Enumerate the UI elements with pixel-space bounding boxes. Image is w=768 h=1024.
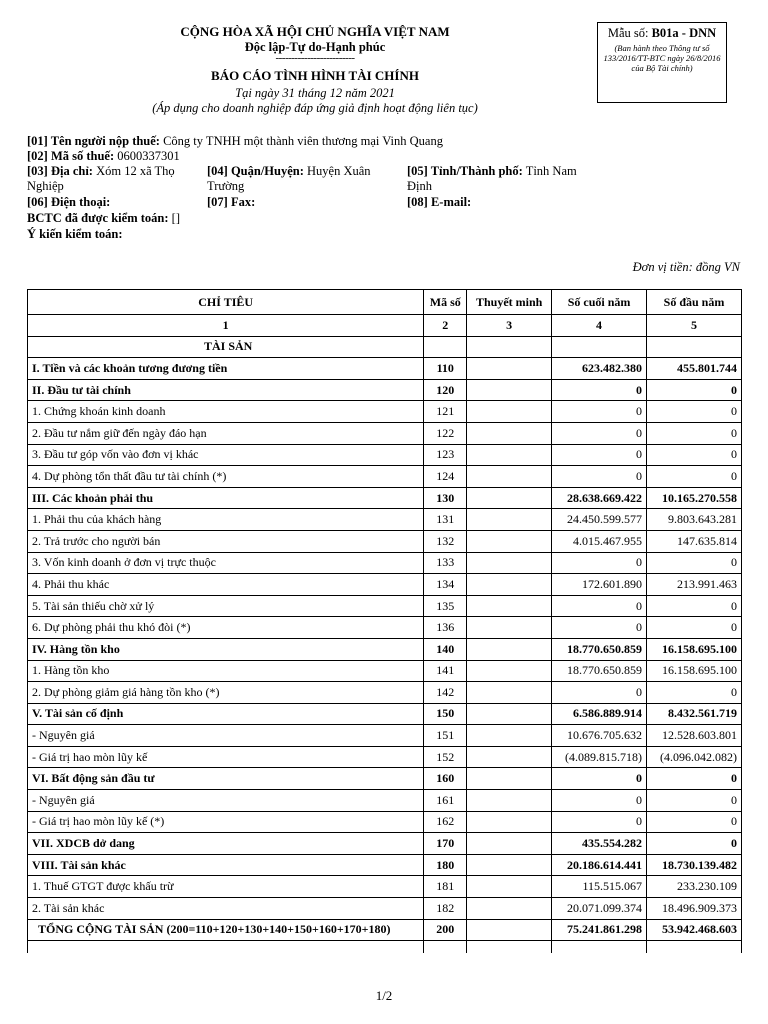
row-item: - Giá trị hao mòn lũy kế	[28, 746, 424, 768]
form-code-label: Mẫu số:	[607, 26, 652, 40]
phone-label: [06] Điện thoại:	[27, 195, 111, 209]
row-note	[467, 530, 552, 552]
fax-label: [07] Fax:	[207, 195, 256, 209]
row-item: IV. Hàng tồn kho	[28, 638, 424, 660]
table-row-182	[28, 898, 742, 920]
table-row-160	[28, 768, 742, 790]
table-row-132	[28, 530, 742, 552]
row-item: - Giá trị hao mòn lũy kế (*)	[28, 811, 424, 833]
motto: Độc lập-Tự do-Hạnh phúc	[244, 40, 386, 54]
row-end-value: 18.770.650.859	[552, 638, 647, 660]
row-end-value: 0	[552, 466, 647, 488]
row-code: 160	[424, 768, 467, 790]
row-end-value: 24.450.599.577	[552, 509, 647, 531]
row-start-value: 12.528.603.801	[647, 725, 742, 747]
table-row-150	[28, 703, 742, 725]
row-item: 1. Thuế GTGT được khấu trừ	[28, 876, 424, 898]
row-item: 2. Tài sản khác	[28, 898, 424, 920]
row-start-value: 0	[647, 444, 742, 466]
row-end-value: 0	[552, 595, 647, 617]
row-code: 132	[424, 530, 467, 552]
row-end-value: (4.089.815.718)	[552, 746, 647, 768]
row-item: I. Tiền và các khoản tương đương tiền	[28, 358, 424, 380]
row-item: 1. Chứng khoán kinh doanh	[28, 401, 424, 423]
row-note	[467, 682, 552, 704]
currency-unit: Đơn vị tiền: đồng VN	[632, 260, 740, 274]
empty-cell	[552, 336, 647, 358]
row-start-value: 18.730.139.482	[647, 854, 742, 876]
report-title: BÁO CÁO TÌNH HÌNH TÀI CHÍNH	[211, 68, 419, 83]
page-number: 1/2	[375, 988, 393, 1003]
row-start-value: 0	[647, 682, 742, 704]
row-note	[467, 379, 552, 401]
total-row	[28, 919, 742, 941]
row-end-value: 18.770.650.859	[552, 660, 647, 682]
row-start-value: 213.991.463	[647, 574, 742, 596]
row-end-value: 10.676.705.632	[552, 725, 647, 747]
row-item: III. Các khoản phải thu	[28, 487, 424, 509]
total-code: 200	[424, 919, 467, 941]
fax-field	[207, 195, 255, 210]
table-row-136	[28, 617, 742, 639]
row-code: 136	[424, 617, 467, 639]
row-item: VII. XDCB dở dang	[28, 833, 424, 855]
row-note	[467, 358, 552, 380]
email-label: [08] E-mail:	[407, 195, 472, 209]
empty-cell	[647, 336, 742, 358]
table-row-151	[28, 725, 742, 747]
row-start-value: 0	[647, 833, 742, 855]
row-note	[467, 444, 552, 466]
row-start-value: 16.158.695.100	[647, 638, 742, 660]
form-code	[598, 26, 726, 41]
row-code: 151	[424, 725, 467, 747]
table-row-181	[28, 876, 742, 898]
report-date: Tại ngày 31 tháng 12 năm 2021	[235, 86, 395, 100]
row-start-value: 8.432.561.719	[647, 703, 742, 725]
header-item: CHỈ TIÊU	[28, 290, 424, 315]
table-row-120	[28, 379, 742, 401]
row-item: 4. Phải thu khác	[28, 574, 424, 596]
row-code: 133	[424, 552, 467, 574]
row-end-value: 0	[552, 444, 647, 466]
row-end-value: 0	[552, 682, 647, 704]
row-item: V. Tài sản cố định	[28, 703, 424, 725]
taxpayer-name-value: Công ty TNHH một thành viên thương mại Vinh Quang	[159, 134, 443, 148]
row-end-value: 4.015.467.955	[552, 530, 647, 552]
row-end-value: 0	[552, 768, 647, 790]
row-note	[467, 703, 552, 725]
row-start-value: 0	[647, 811, 742, 833]
row-code: 130	[424, 487, 467, 509]
table-row-162	[28, 811, 742, 833]
row-note	[467, 854, 552, 876]
column-index-row	[28, 315, 742, 337]
row-code: 120	[424, 379, 467, 401]
row-end-value: 0	[552, 790, 647, 812]
total-start-value: 53.942.468.603	[647, 919, 742, 941]
row-note	[467, 401, 552, 423]
email-field	[407, 195, 471, 210]
row-note	[467, 595, 552, 617]
table-row-152	[28, 746, 742, 768]
row-note	[467, 487, 552, 509]
row-item: 2. Trả trước cho người bán	[28, 530, 424, 552]
empty-cell	[552, 941, 647, 953]
row-start-value: 147.635.814	[647, 530, 742, 552]
row-start-value: 0	[647, 790, 742, 812]
row-start-value: 0	[647, 401, 742, 423]
province-value: Tỉnh Nam Định	[407, 164, 577, 193]
row-note	[467, 638, 552, 660]
row-code: 131	[424, 509, 467, 531]
total-end-value: 75.241.861.298	[552, 919, 647, 941]
row-end-value: 0	[552, 401, 647, 423]
row-end-value: 0	[552, 422, 647, 444]
table-row-122	[28, 422, 742, 444]
row-note	[467, 725, 552, 747]
table-row-124	[28, 466, 742, 488]
row-code: 150	[424, 703, 467, 725]
table-row-141	[28, 660, 742, 682]
total-item: TỔNG CỘNG TÀI SẢN (200=110+120+130+140+150+160+170+180)	[28, 919, 424, 941]
empty-cell	[467, 336, 552, 358]
table-row-142	[28, 682, 742, 704]
row-start-value: 233.230.109	[647, 876, 742, 898]
address-label: [03] Địa chỉ:	[27, 164, 93, 178]
table-row-140	[28, 638, 742, 660]
row-note	[467, 422, 552, 444]
table-row-170	[28, 833, 742, 855]
row-start-value: 0	[647, 422, 742, 444]
row-note	[467, 660, 552, 682]
district-field	[207, 164, 397, 194]
row-end-value: 435.554.282	[552, 833, 647, 855]
row-end-value: 0	[552, 552, 647, 574]
taxpayer-name-label: [01] Tên người nộp thuế:	[27, 134, 160, 148]
row-code: 170	[424, 833, 467, 855]
table-row-123	[28, 444, 742, 466]
table-row-135	[28, 595, 742, 617]
row-code: 121	[424, 401, 467, 423]
header-end-of-year: Số cuối năm	[552, 290, 647, 315]
row-end-value: 172.601.890	[552, 574, 647, 596]
empty-cell	[28, 941, 424, 953]
empty-cell	[647, 941, 742, 953]
audited-label: BCTC đã được kiểm toán:	[27, 211, 169, 225]
empty-cell	[467, 941, 552, 953]
header-note: Thuyết minh	[467, 290, 552, 315]
table-row-180	[28, 854, 742, 876]
row-note	[467, 898, 552, 920]
district-label: [04] Quận/Huyện:	[207, 164, 304, 178]
row-item: 1. Hàng tồn kho	[28, 660, 424, 682]
row-item: 3. Đầu tư góp vốn vào đơn vị khác	[28, 444, 424, 466]
row-start-value: 455.801.744	[647, 358, 742, 380]
row-code: 152	[424, 746, 467, 768]
form-code-box	[597, 22, 727, 103]
row-item: VIII. Tài sản khác	[28, 854, 424, 876]
row-note	[467, 574, 552, 596]
row-end-value: 0	[552, 617, 647, 639]
total-note	[467, 919, 552, 941]
taxpayer-name-line	[27, 134, 747, 149]
audit-opinion-field	[27, 227, 123, 242]
row-code: 110	[424, 358, 467, 380]
table-row-121	[28, 401, 742, 423]
row-code: 122	[424, 422, 467, 444]
district-value: Huyện Xuân Trường	[207, 164, 371, 193]
row-note	[467, 833, 552, 855]
address-value: Xóm 12 xã Thọ Nghiệp	[27, 164, 175, 193]
row-start-value: 0	[647, 768, 742, 790]
report-scope: (Áp dụng cho doanh nghiệp đáp ứng giả định hoạt động liên tục)	[152, 101, 478, 115]
row-item: 5. Tài sản thiếu chờ xử lý	[28, 595, 424, 617]
row-item: 1. Phải thu của khách hàng	[28, 509, 424, 531]
row-code: 135	[424, 595, 467, 617]
row-item: - Nguyên giá	[28, 725, 424, 747]
empty-cell	[424, 336, 467, 358]
row-start-value: 0	[647, 466, 742, 488]
tax-code-line	[27, 149, 747, 164]
table-row-133	[28, 552, 742, 574]
header-code: Mã số	[424, 290, 467, 315]
row-code: 123	[424, 444, 467, 466]
index-cell: 5	[647, 315, 742, 337]
province-label: [05] Tỉnh/Thành phố:	[407, 164, 523, 178]
tax-code-value: 0600337301	[114, 149, 180, 163]
table-row-134	[28, 574, 742, 596]
row-end-value: 6.586.889.914	[552, 703, 647, 725]
table-row-130	[28, 487, 742, 509]
row-item: - Nguyên giá	[28, 790, 424, 812]
index-cell: 2	[424, 315, 467, 337]
section-label: TÀI SẢN	[28, 336, 424, 358]
row-note	[467, 552, 552, 574]
form-code-value: B01a - DNN	[651, 26, 717, 40]
row-item: 2. Dự phòng giảm giá hàng tồn kho (*)	[28, 682, 424, 704]
phone-field	[27, 195, 110, 210]
row-note	[467, 876, 552, 898]
row-end-value: 20.071.099.374	[552, 898, 647, 920]
table-row-161	[28, 790, 742, 812]
row-start-value: 0	[647, 595, 742, 617]
row-note	[467, 617, 552, 639]
row-code: 142	[424, 682, 467, 704]
section-row	[28, 336, 742, 358]
row-note	[467, 509, 552, 531]
row-code: 124	[424, 466, 467, 488]
row-note	[467, 790, 552, 812]
row-start-value: 0	[647, 379, 742, 401]
address-field	[27, 164, 199, 194]
audited-field	[27, 211, 180, 226]
row-end-value: 623.482.380	[552, 358, 647, 380]
row-start-value: 18.496.909.373	[647, 898, 742, 920]
row-start-value: (4.096.042.082)	[647, 746, 742, 768]
row-end-value: 0	[552, 379, 647, 401]
table-header-row	[28, 290, 742, 315]
trailing-row	[28, 941, 742, 953]
row-code: 141	[424, 660, 467, 682]
row-note	[467, 466, 552, 488]
row-note	[467, 746, 552, 768]
row-code: 140	[424, 638, 467, 660]
row-item: 6. Dự phòng phải thu khó đòi (*)	[28, 617, 424, 639]
row-start-value: 0	[647, 617, 742, 639]
tax-code-label: [02] Mã số thuế:	[27, 149, 115, 163]
row-code: 182	[424, 898, 467, 920]
row-end-value: 20.186.614.441	[552, 854, 647, 876]
header-start-of-year: Số đầu năm	[647, 290, 742, 315]
audited-value: []	[168, 211, 180, 225]
row-note	[467, 768, 552, 790]
index-cell: 4	[552, 315, 647, 337]
table-row-131	[28, 509, 742, 531]
row-start-value: 9.803.643.281	[647, 509, 742, 531]
row-item: II. Đầu tư tài chính	[28, 379, 424, 401]
row-code: 180	[424, 854, 467, 876]
row-start-value: 16.158.695.100	[647, 660, 742, 682]
row-code: 162	[424, 811, 467, 833]
index-cell: 3	[467, 315, 552, 337]
header-divider: -------------------------	[275, 52, 355, 64]
row-code: 181	[424, 876, 467, 898]
row-end-value: 0	[552, 811, 647, 833]
row-end-value: 28.638.669.422	[552, 487, 647, 509]
balance-sheet-table	[27, 289, 742, 953]
row-item: 3. Vốn kinh doanh ở đơn vị trực thuộc	[28, 552, 424, 574]
row-item: 4. Dự phòng tổn thất đầu tư tài chính (*)	[28, 466, 424, 488]
audit-opinion-label: Ý kiến kiểm toán:	[27, 227, 123, 241]
province-field	[407, 164, 597, 194]
country-name: CỘNG HÒA XÃ HỘI CHỦ NGHĨA VIỆT NAM	[180, 24, 450, 39]
row-start-value: 0	[647, 552, 742, 574]
form-legal-note: (Ban hành theo Thông tư số 133/2016/TT-BTC ngày 26/8/2016 của Bộ Tài chính)	[603, 43, 721, 73]
row-item: VI. Bất động sản đầu tư	[28, 768, 424, 790]
table-row-110	[28, 358, 742, 380]
row-end-value: 115.515.067	[552, 876, 647, 898]
row-code: 161	[424, 790, 467, 812]
row-start-value: 10.165.270.558	[647, 487, 742, 509]
row-item: 2. Đầu tư nắm giữ đến ngày đáo hạn	[28, 422, 424, 444]
empty-cell	[424, 941, 467, 953]
row-note	[467, 811, 552, 833]
index-cell: 1	[28, 315, 424, 337]
row-code: 134	[424, 574, 467, 596]
